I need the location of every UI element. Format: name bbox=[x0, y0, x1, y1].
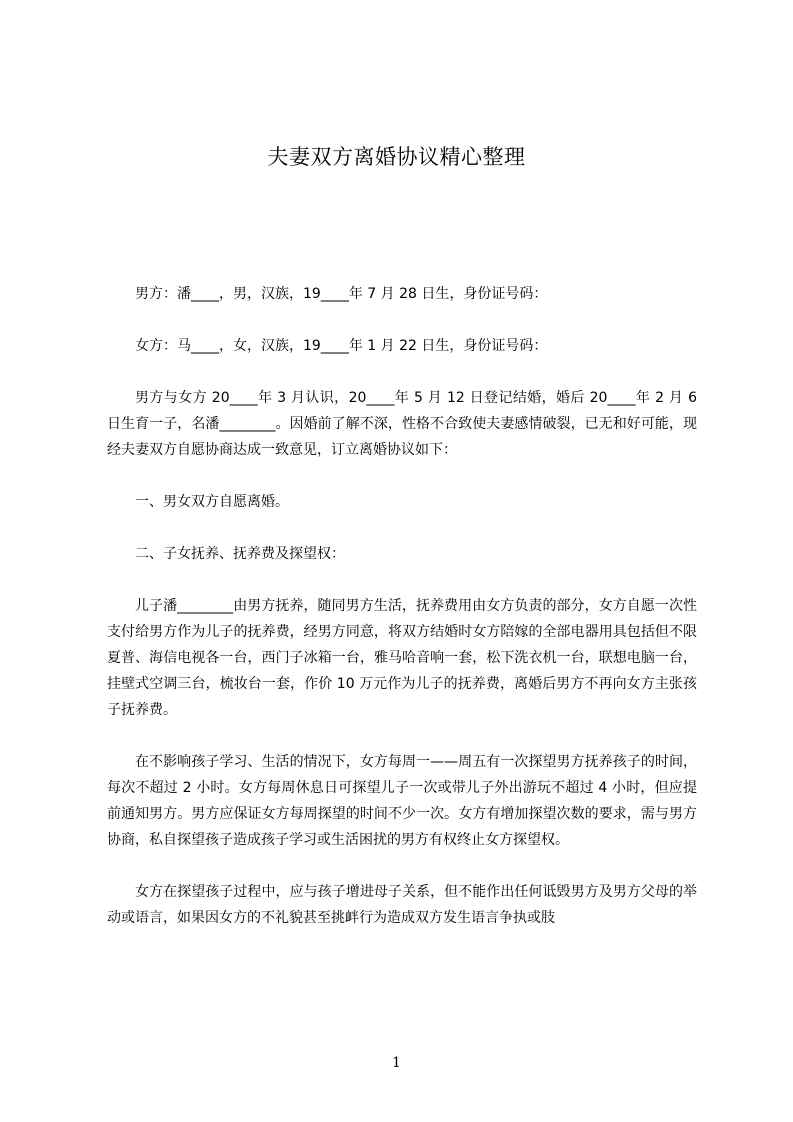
paragraph-female-party: 女方：马____，女，汉族，19____年 1 月 22 日生，身份证号码： bbox=[135, 338, 548, 354]
clause-one-heading: 一、男女双方自愿离婚。 bbox=[135, 494, 289, 510]
paragraph-background: 男方与女方 20____年 3 月认识，20____年 5 月 12 日登记结婚，婚后 20____年 2 月 6 日生育一子，名潘________。因婚前了解不深，性格不合致使夫妻感情破裂，已无和好可能，现经夫妻双方自愿协商达成一致意见，订立离婚协议如下： bbox=[107, 390, 697, 458]
paragraph-visitation-conduct: 女方在探望孩子过程中，应与孩子增进母子关系，但不能作出任何诋毁男方及男方父母的举动或语言，如果因女方的不礼貌甚至挑衅行为造成双方发生语言争执或肢 bbox=[107, 884, 697, 926]
document-title: 夫妻双方离婚协议精心整理 bbox=[267, 145, 526, 169]
paragraph-child-support: 儿子潘________由男方抚养，随同男方生活，抚养费用由女方负责的部分，女方自愿一次性支付给男方作为儿子的抚养费，经男方同意，将双方结婚时女方陪嫁的全部电器用具包括但不限夏普、海信电视各一台，西门子冰箱一台，雅马哈音响一套，松下洗衣机一台，联想电脑一台，挂壁式空调三台，梳妆台一套，作价 10 万元作为儿子的抚养费，离婚后男方不再向女方主张孩子抚养费。 bbox=[107, 598, 697, 718]
clause-two-heading: 二、子女抚养、抚养费及探望权： bbox=[135, 546, 345, 562]
page-number: 1 bbox=[392, 1055, 401, 1071]
paragraph-male-party: 男方：潘____，男，汉族，19____年 7 月 28 日生，身份证号码： bbox=[135, 286, 548, 302]
document-body bbox=[107, 281, 697, 957]
paragraph-visitation: 在不影响孩子学习、生活的情况下，女方每周一——周五有一次探望男方抚养孩子的时间，每次不超过 2 小时。女方每周休息日可探望儿子一次或带儿子外出游玩不超过 4 小时，但应提前通知男方。男方应保证女方每周探望的时间不少一次。女方有增加探望次数的要求，需与男方协商，私自探望孩子造成孩子学习或生活困扰的男方有权终止女方探望权。 bbox=[107, 754, 697, 848]
